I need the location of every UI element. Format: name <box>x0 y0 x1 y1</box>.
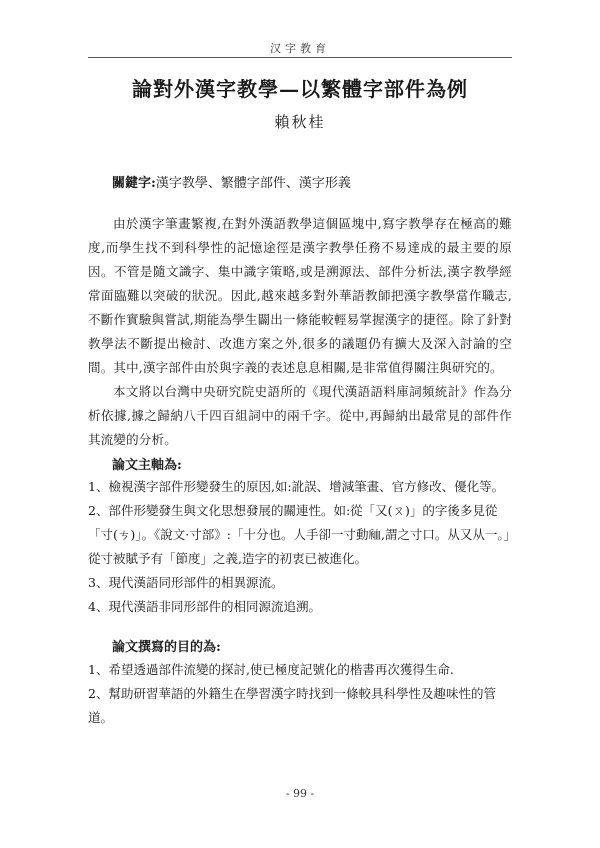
paragraph-text: 本文將以台灣中央研究院史語所的《現代漢語語料庫詞頻統計》作為分析依據,據之歸納八千四百組詞中的兩千字。從中,再歸納出最常見的部件作其流變的分析。 <box>88 384 512 447</box>
list-item: 3、現代漢語同形部件的相異源流。 <box>88 575 284 590</box>
purpose-list <box>88 658 512 730</box>
paper-title: 論對外漢字教學—以繁體字部件為例 <box>132 77 468 101</box>
running-head: 汉字教育 <box>270 42 330 55</box>
main-axis-heading: 論文主軸為: <box>112 458 182 473</box>
keywords-text: 漢字教學、繁體字部件、漢字形義 <box>155 176 351 191</box>
abstract-paragraph-2 <box>88 380 512 452</box>
list-item: 2、幫助研習華語的外籍生在學習漢字時找到一條較具科學性及趣味性的管道。 <box>88 686 496 725</box>
keywords-label: 關鍵字: <box>112 176 156 191</box>
abstract-paragraph-1 <box>88 212 512 380</box>
paragraph-text: 由於漢字筆畫繁複,在對外漢語教學這個區塊中,寫字教學存在極高的難度,而學生找不到科學性的記憶途徑是漢字教學任務不易達成的最主要的原因。不管是隨文識字、集中識字策略,或是溯源法、部件分析法,漢字教學經常面臨難以突破的狀況。因此,越來越多對外華語教師把漢字教學當作職志,不斷作實驗與嘗試,期能為學生闢出一條能較輕易掌握漢字的捷徑。除了針對教學法不斷提出檢討、改進方案之外,很多的議題仍有擴大及深入討論的空間。其中,漢字部件由於與字義的表述息息相關,是非常值得關注與研究的。 <box>88 216 512 375</box>
list-item: 1、檢視漢字部件形變發生的原因,如:訛誤、增減筆畫、官方修改、優化等。 <box>88 479 505 494</box>
main-axis-list <box>88 475 512 619</box>
list-item: 1、希望透過部件流變的探討,使已極度記號化的楷書再次獲得生命. <box>88 662 454 677</box>
list-item: 4、現代漢語非同形部件的相同源流追溯。 <box>88 599 321 614</box>
list-item: 2、部件形變發生與文化思想發展的關連性。如:從「又(ㄡ)」的字後多見從「寸(ㄘ)」。《說文·寸部》:「十分也。人手卻一寸動𧖴,謂之寸口。从又从一。」從寸被賦予有「節度」之義,造字的初衷已被進化。 <box>88 503 510 566</box>
purpose-heading: 論文撰寫的目的為: <box>112 640 221 655</box>
keywords-line <box>112 172 351 191</box>
header-rule <box>88 57 512 58</box>
page-number: - 99 - <box>285 787 315 800</box>
author-name: 賴秋桂 <box>274 113 326 131</box>
